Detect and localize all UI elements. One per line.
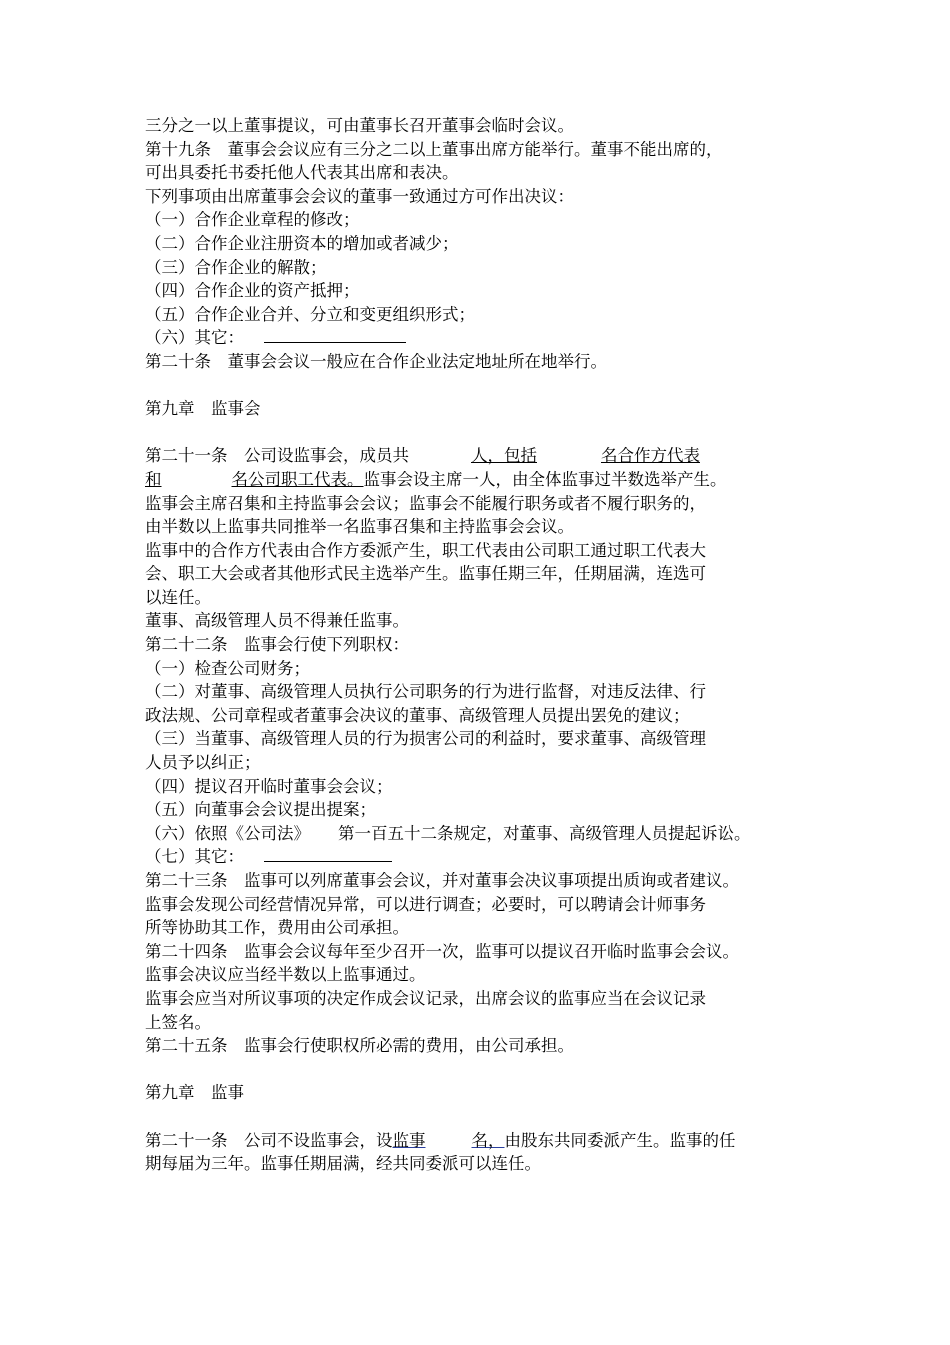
article-25: 第二十五条 监事会行使职权所必需的费用，由公司承担。 — [145, 1036, 574, 1056]
article-23: 第二十三条 监事可以列席董事会会议，并对董事会决议事项提出质询或者建议。 — [145, 871, 739, 890]
list-item: （三）当董事、高级管理人员的行为损害公司的利益时，要求董事、高级管理 — [145, 729, 706, 749]
text-segment: 名， — [471, 1130, 505, 1150]
text-segment: 第二十一条 公司不设监事会，设 — [145, 1130, 393, 1150]
text-line: 监事中的合作方代表由合作方委派产生，职工代表由公司职工通过职工代表大 — [145, 540, 706, 560]
fill-in-blank — [264, 860, 392, 862]
list-item: （二）对董事、高级管理人员执行公司职务的行为进行监督，对违反法律、行 — [145, 682, 706, 702]
text-line: 期每届为三年。监事任期届满，经共同委派可以连任。 — [145, 1154, 541, 1174]
text-segment: 第一百五十二条规定，对董事、高级管理人员提起诉讼。 — [338, 823, 751, 843]
text-line: 监事会应当对所议事项的决定作成会议记录，出席会议的监事应当在会议记录 — [145, 988, 706, 1008]
article-22: 第二十二条 监事会行使下列职权： — [145, 635, 409, 655]
article-21 — [145, 444, 825, 468]
text-line: 董事、高级管理人员不得兼任监事。 — [145, 611, 409, 631]
list-item: （一）合作企业章程的修改； — [145, 210, 360, 230]
text-segment: 由股东共同委派产生。监事的任 — [504, 1130, 736, 1150]
text-line: 会、职工大会或者其他形式民主选举产生。监事任期三年，任期届满，连选可 — [145, 564, 706, 584]
text-segment: 第二十一条 公司设监事会，成员共 — [145, 446, 409, 466]
text-line: 监事会主席召集和主持监事会会议；监事会不能履行职务或者不履行职务的， — [145, 493, 706, 513]
document-page — [145, 114, 825, 1176]
article-20: 第二十条 董事会会议一般应在合作企业法定地址所在地举行。 — [145, 351, 607, 371]
blank-line — [145, 1105, 825, 1129]
chapter-heading: 第九章 监事会 — [145, 399, 261, 419]
list-item-label: （七）其它： — [145, 847, 244, 867]
text-segment: 名公司职工代表。 — [231, 469, 364, 489]
list-item: （四）提议召开临时董事会会议； — [145, 776, 393, 796]
list-item-other — [145, 845, 825, 869]
fill-in-blank — [393, 1131, 505, 1150]
text-segment: 监事 — [392, 1130, 426, 1150]
text-line: 上签名。 — [145, 1012, 211, 1032]
text-line — [145, 468, 825, 492]
fill-in-blank — [409, 446, 706, 465]
list-item: （五）向董事会会议提出提案； — [145, 800, 376, 820]
list-item-other — [145, 326, 825, 350]
text-line: 三分之一以上董事提议，可由董事长召开董事会临时会议。 — [145, 116, 574, 135]
list-item: （一）检查公司财务； — [145, 658, 310, 678]
list-item-label: （六）其它： — [145, 328, 244, 348]
text-line: 由半数以上监事共同推举一名监事召集和主持监事会会议。 — [145, 517, 574, 537]
list-item: （四）合作企业的资产抵押； — [145, 281, 360, 301]
list-item — [145, 822, 825, 846]
fill-in-blank — [145, 470, 364, 489]
article-19: 第十九条 董事会会议应有三分之二以上董事出席方能举行。董事不能出席的， — [145, 139, 723, 159]
blank-line — [145, 421, 825, 445]
blank-line — [145, 374, 825, 398]
article-24: 第二十四条 监事会会议每年至少召开一次，监事可以提议召开临时监事会会议。 — [145, 941, 739, 961]
blank-line — [145, 1058, 825, 1082]
text-line: 监事会决议应当经半数以上监事通过。 — [145, 965, 426, 985]
text-line: 监事会发现公司经营情况异常，可以进行调查；必要时，可以聘请会计师事务 — [145, 894, 706, 914]
text-line: 以连任。 — [145, 587, 211, 607]
fill-in-blank — [264, 341, 406, 343]
chapter-heading: 第九章 监事 — [145, 1083, 244, 1103]
text-line: 所等协助其工作，费用由公司承担。 — [145, 918, 409, 938]
list-item: （二）合作企业注册资本的增加或者减少； — [145, 233, 459, 253]
list-item: （三）合作企业的解散； — [145, 257, 327, 277]
text-segment: 和 — [145, 469, 162, 489]
text-segment: （六）依照《公司法》 — [145, 823, 310, 843]
text-line: 人员予以纠正； — [145, 753, 261, 773]
text-line: 政法规、公司章程或者董事会决议的董事、高级管理人员提出罢免的建议； — [145, 705, 690, 725]
text-line: 下列事项由出席董事会会议的董事一致通过方可作出决议： — [145, 186, 574, 206]
text-segment: 人，包括 — [471, 446, 537, 466]
text-segment: 名合作方代表 — [601, 446, 700, 466]
article-21-alt — [145, 1129, 825, 1153]
text-line: 可出具委托书委托他人代表其出席和表决。 — [145, 163, 459, 183]
list-item: （五）合作企业合并、分立和变更组织形式； — [145, 304, 475, 324]
text-segment: 监事会设主席一人，由全体监事过半数选举产生。 — [363, 469, 727, 489]
